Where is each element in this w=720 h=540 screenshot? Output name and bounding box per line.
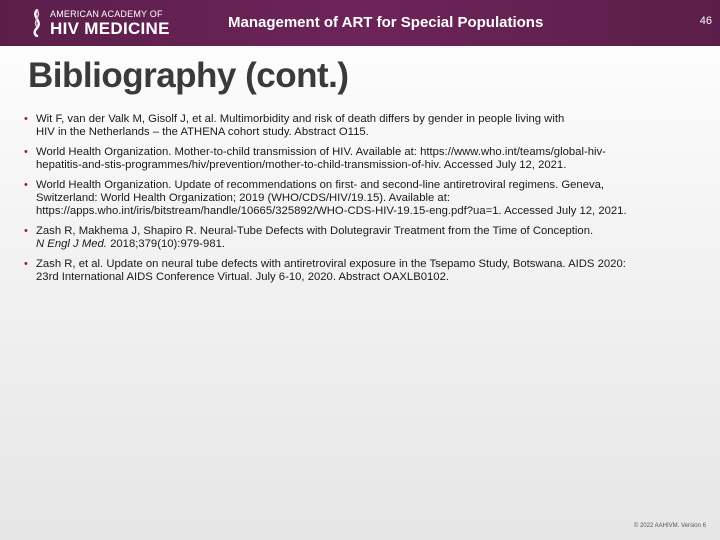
reference-text-line: Zash R, et al. Update on neural tube defects with antiretroviral exposure in the Tsepamo Study, Botswana. AIDS 2020: xyxy=(36,258,626,270)
reference-text-line: Wit F, van der Valk M, Gisolf J, et al. Multimorbidity and risk of death differs by gender in people living with xyxy=(36,113,565,125)
aahivm-logo-icon xyxy=(28,9,46,37)
reference-text-line: https://apps.who.int/iris/bitstream/handle/10665/325892/WHO-CDS-HIV-19.15-eng.pdf?ua=1. Accessed July 12, 2021. xyxy=(36,205,627,217)
reference-text-line: Switzerland: World Health Organization; 2019 (WHO/CDS/HIV/19.15). Available at: xyxy=(36,192,450,204)
bullet-icon: • xyxy=(24,146,28,158)
copyright-footer: © 2022 AAHIVM. Version 6 xyxy=(633,523,706,529)
header-title: Management of ART for Special Populations xyxy=(228,14,544,31)
reference-text-line: World Health Organization. Mother-to-child transmission of HIV. Available at: https://www.who.int/teams/global-hiv- xyxy=(36,146,606,158)
bullet-icon: • xyxy=(24,179,28,191)
reference-text-line: 23rd International AIDS Conference Virtual. July 6-10, 2020. Abstract OAXLB0102. xyxy=(36,271,450,283)
reference-item xyxy=(22,179,702,218)
slide-number: 46 xyxy=(699,15,712,27)
reference-text-line: World Health Organization. Update of recommendations on first- and second-line antiretroviral regimens. Geneva, xyxy=(36,179,605,191)
logo-line2: HIV MEDICINE xyxy=(50,18,170,38)
reference-item xyxy=(22,258,702,284)
slide-title: Bibliography (cont.) xyxy=(28,56,349,95)
bullet-icon: • xyxy=(24,225,28,237)
bullet-icon: • xyxy=(24,113,28,125)
reference-list xyxy=(22,113,702,291)
reference-text-line: hepatitis-and-stis-programmes/hiv/prevention/mother-to-child-transmission-of-hiv. Accessed July 12, 2021. xyxy=(36,159,567,171)
reference-item xyxy=(22,225,702,251)
header-bar xyxy=(0,0,720,46)
reference-text-line: Zash R, Makhema J, Shapiro R. Neural-Tube Defects with Dolutegravir Treatment from the Time of Conception. xyxy=(36,225,594,237)
reference-text-line: HIV in the Netherlands – the ATHENA cohort study. Abstract O115. xyxy=(36,126,369,138)
reference-journal: N Engl J Med. xyxy=(36,238,107,250)
reference-item xyxy=(22,146,702,172)
bullet-icon: • xyxy=(24,258,28,270)
aahivm-logo xyxy=(28,7,170,39)
reference-item xyxy=(22,113,702,139)
logo-line1: AMERICAN ACADEMY OF xyxy=(50,8,163,19)
reference-citation: 2018;379(10):979-981. xyxy=(106,238,226,250)
